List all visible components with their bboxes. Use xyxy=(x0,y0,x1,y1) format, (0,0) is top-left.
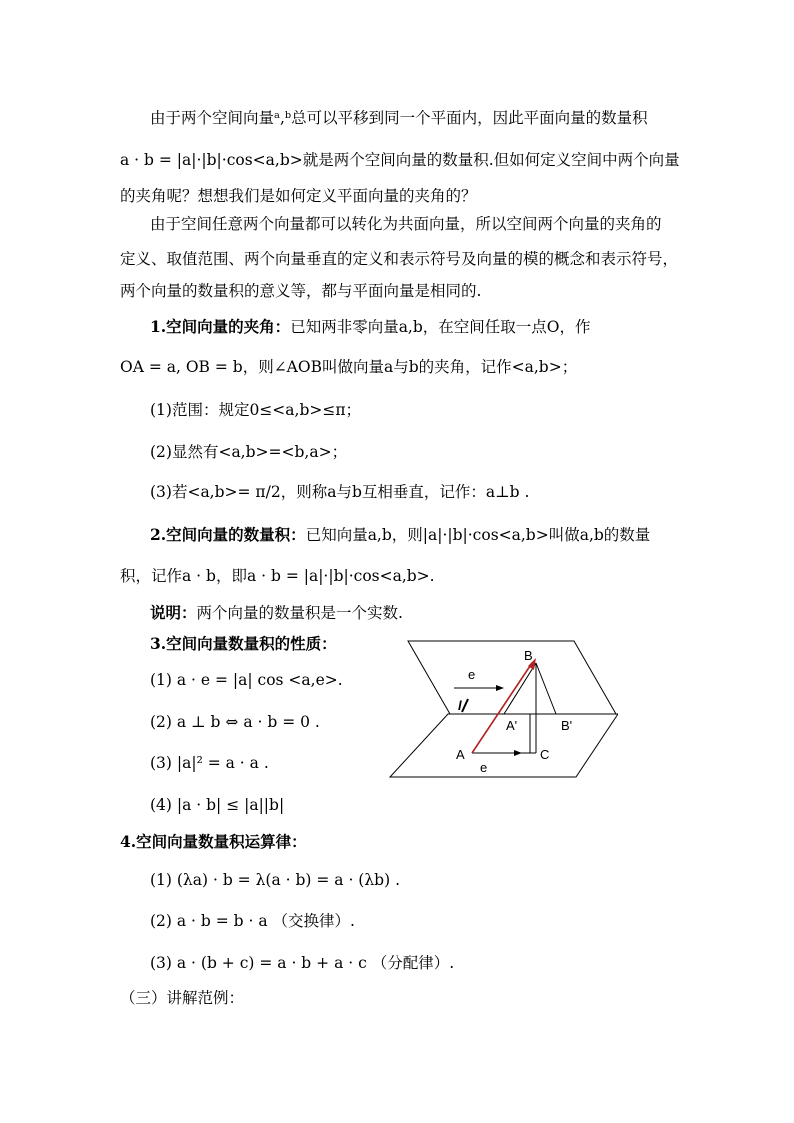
sec3-item-1: (1) a · e = |a| cos <a,e>. xyxy=(150,671,343,689)
sec1-line-2: OA = a, OB = b，则∠AOB叫做向量a与b的夹角，记作<a,b>； xyxy=(120,358,578,376)
sec2-line-2: 积，记作a · b，即a · b = |a|·|b|·cos<a,b>. xyxy=(120,567,435,585)
sec1-item-3: (3)若<a,b>= π/2，则称a与b互相垂直，记作：a⊥b . xyxy=(150,483,530,501)
sec1-line-1 xyxy=(150,317,710,337)
sec1-item-2: (2)显然有<a,b>=<b,a>； xyxy=(150,443,348,461)
sec3-title: 3.空间向量数量积的性质： xyxy=(150,634,337,653)
lower-plane xyxy=(390,714,618,777)
intro-line-4: 由于空间任意两个向量都可以转化为共面向量，所以空间两个向量的夹角的 xyxy=(150,215,662,233)
label-a-prime: A' xyxy=(506,718,518,733)
sec2-line-1 xyxy=(150,525,710,545)
sec4-item-1: (1) (λa) · b = λ(a · b) = a · (λb) . xyxy=(150,871,401,889)
sec2-text-1: 已知向量a,b，则|a|·|b|·cos<a,b>叫做a,b的数量 xyxy=(305,526,651,544)
note-title: 说明： xyxy=(150,603,197,622)
label-a: A xyxy=(456,747,465,762)
sec4-item-2: (2) a · b = b · a （交换律）. xyxy=(150,912,355,930)
sec2-title: 2.空间向量的数量积： xyxy=(150,525,306,544)
intro-line-5: 定义、取值范围、两个向量垂直的定义和表示符号及向量的模的概念和表示符号， xyxy=(120,250,679,268)
sec1-title: 1.空间向量的夹角： xyxy=(150,317,291,336)
arrow-e-upper xyxy=(496,685,504,691)
segment-bbprime xyxy=(536,663,556,714)
sec3-item-4: (4) |a · b| ≤ |a||b| xyxy=(150,796,285,814)
label-e-lower: e xyxy=(480,760,488,775)
sec3-item-2: (2) a ⊥ b ⇔ a · b = 0 . xyxy=(150,713,320,731)
note-text: 两个向量的数量积是一个实数. xyxy=(196,604,403,622)
sec5-title: （三）讲解范例： xyxy=(120,989,245,1007)
sec1-item-1: (1)范围：规定0≤<a,b>≤π； xyxy=(150,401,362,419)
intro-line-1: 由于两个空间向量ᵃ,ᵇ总可以平移到同一个平面内，因此平面向量的数量积 xyxy=(150,109,648,127)
intro-line-3: 的夹角呢？想想我们是如何定义平面向量的夹角的？ xyxy=(120,187,477,205)
sec4-title: 4.空间向量数量积运算律： xyxy=(120,832,307,851)
intro-line-6: 两个向量的数量积的意义等，都与平面向量是相同的. xyxy=(120,282,482,300)
line-l-mark xyxy=(462,699,468,712)
sec1-text-1: 已知两非零向量a,b，在空间任取一点O，作 xyxy=(290,318,591,336)
upper-plane xyxy=(408,641,616,714)
vector-ab xyxy=(472,663,532,753)
geometry-diagram xyxy=(388,636,618,782)
label-e-upper: e xyxy=(468,667,476,682)
sec3-item-3: (3) |a|² = a · a . xyxy=(150,754,269,772)
label-b: B xyxy=(524,648,533,663)
note-line xyxy=(150,603,710,623)
intro-line-2: a · b = |a|·|b|·cos<a,b>就是两个空间向量的数量积.但如何定义空间中两个向量 xyxy=(120,151,680,169)
segment-ab-proj xyxy=(504,663,536,714)
label-l: l xyxy=(458,698,462,713)
label-b-prime: B' xyxy=(561,718,573,733)
sec4-item-3: (3) a · (b + c) = a · b + a · c （分配律）. xyxy=(150,954,455,972)
label-c: C xyxy=(540,747,550,762)
